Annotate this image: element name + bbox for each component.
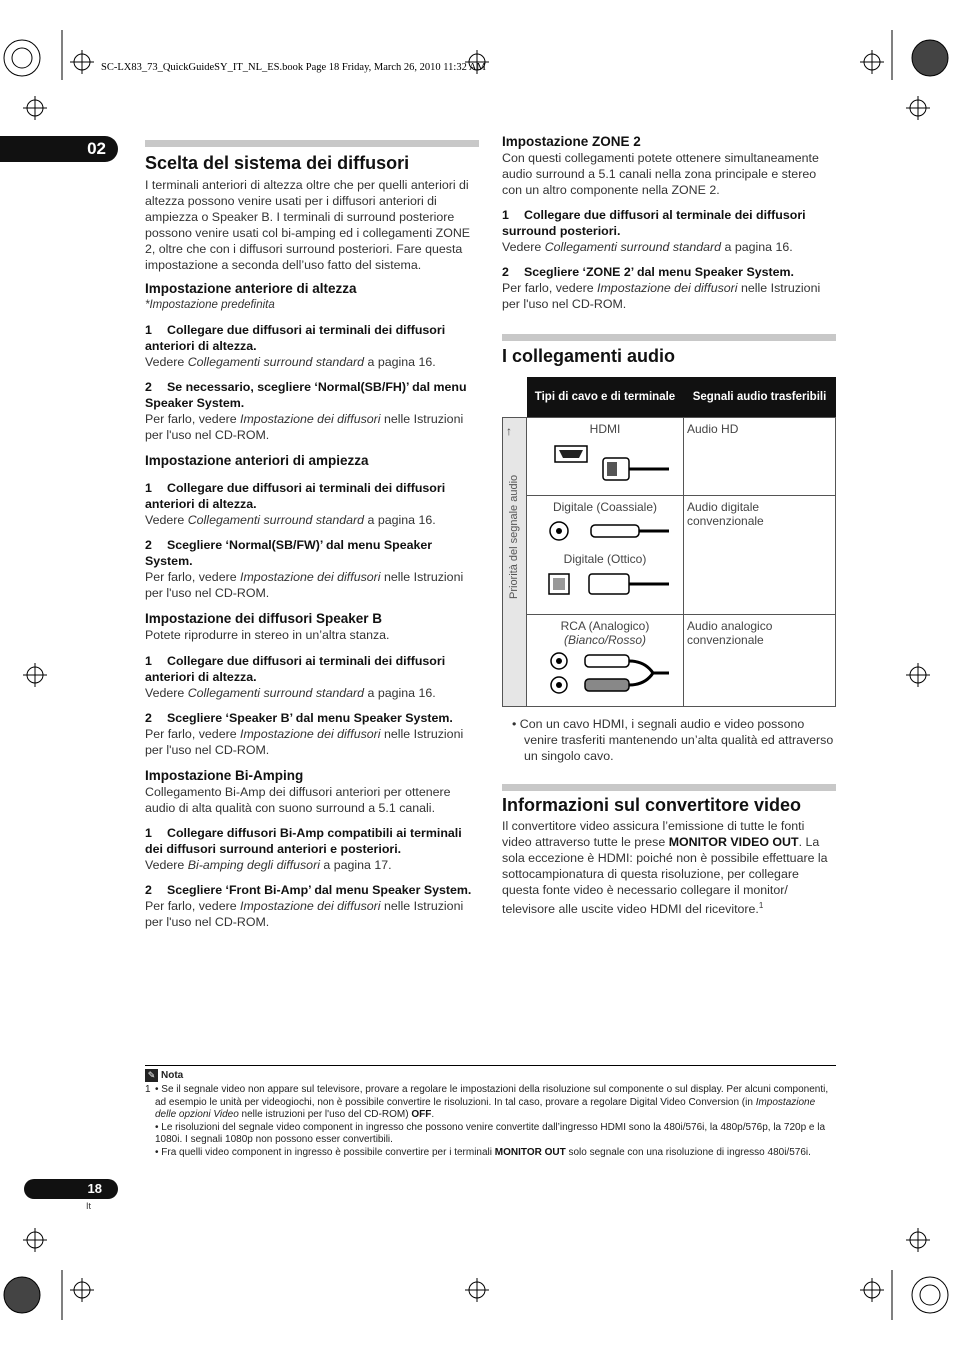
optical-cable-icon [535, 568, 675, 602]
see-reference: Per farlo, vedere Impostazione dei diffusori nelle Istruzioni per l'uso nel CD-ROM. [145, 727, 464, 757]
step-item: 1 Collegare diffusori Bi-Amp compatibili ai terminali dei diffusori surround anteriori e posteriori. [145, 826, 462, 856]
arrow-up-icon: ↑ [506, 424, 512, 438]
intro-text: Con questi collegamenti potete ottenere simultaneamente audio surround a 5.1 canali nella zona principale e stereo con un altro componente nella ZONE 2. [502, 151, 819, 197]
chapter-tab: 02 [0, 136, 118, 162]
table-cell-signal: Audio digitale convenzionale [684, 496, 836, 615]
step-item: 2 Scegliere ‘Front Bi-Amp’ dal menu Speaker System. [145, 883, 472, 897]
step-item: 2 Scegliere ‘ZONE 2’ dal menu Speaker System. [502, 265, 794, 279]
step-item: 1 Collegare due diffusori al terminale dei diffusori surround posteriori. [502, 208, 806, 238]
see-reference: Per farlo, vedere Impostazione dei diffusori nelle Istruzioni per l'uso nel CD-ROM. [145, 570, 464, 600]
intro-text: Collegamento Bi-Amp dei diffusori anteriori per ottenere audio di alta qualità con suono surround a 5.1 canali. [145, 785, 451, 815]
step-item: 2 Scegliere ‘Speaker B’ dal menu Speaker System. [145, 711, 453, 725]
note-icon: ✎ [145, 1069, 158, 1082]
subsection-heading: Impostazione anteriori di ampiezza [145, 453, 369, 468]
section-bar [502, 784, 836, 791]
subsection-heading: Impostazione anteriore di altezza [145, 281, 357, 296]
subsection-heading: Impostazione dei diffusori Speaker B [145, 611, 383, 626]
see-reference: Per farlo, vedere Impostazione dei diffusori nelle Istruzioni per l'uso nel CD-ROM. [145, 412, 464, 442]
table-cell-cable: Digitale (Coassiale) Digitale (Ottico) [527, 496, 684, 615]
coaxial-cable-icon [535, 516, 675, 546]
priority-column [503, 418, 527, 707]
audio-connections-table [502, 377, 836, 707]
bullet-item: • Con un cavo HDMI, i segnali audio e video possono venire trasferiti mantenendo un’alta qualità ed attraverso un singolo cavo. [512, 717, 834, 763]
table-cell-cable: RCA (Analogico) (Bianco/Rosso) [527, 615, 684, 707]
subsection-heading: Impostazione Bi-Amping [145, 768, 304, 783]
note-section [145, 1065, 836, 1159]
step-item: 2 Se necessario, scegliere ‘Normal(SB/FH)’ dal menu Speaker System. [145, 380, 467, 410]
step-item: 1 Collegare due diffusori ai terminali dei diffusori anteriori di altezza. [145, 481, 446, 511]
intro-text: I terminali anteriori di altezza oltre che per quelli anteriori di altezza possono venire usati per i diffusori anteriori di ampiezza o Speaker B. I terminali di surround posteriore possono venire usati col bi-amping ed i collegamenti ZONE 2, oltre che con i diffusori surround posteriori. Fare questa impostazione a seconda dell’uso fatto del sistema. [145, 178, 471, 272]
subsection-heading: Impostazione ZONE 2 [502, 134, 641, 149]
note-header [145, 1069, 836, 1082]
left-column [145, 140, 479, 930]
see-reference: Vedere Collegamenti surround standard a pagina 16. [502, 240, 793, 254]
section-title: Informazioni sul convertitore video [502, 795, 802, 815]
video-text: Il convertitore video assicura l’emissione di tutte le fonti video attraverso tutte le prese MONITOR VIDEO OUT. La sola eccezione è HDMI: poiché non è possibile effettuare la sottocampionatura di questa risoluzione, per collegare questa fonte video è necessario collegare il monitor/ televisore alle uscite video HDMI del ricevitore.$^1$ [502, 819, 828, 917]
see-reference: Vedere Collegamenti surround standard a pagina 16. [145, 686, 436, 700]
see-reference: Vedere Bi-amping degli diffusori a pagina 17. [145, 858, 392, 872]
right-column [502, 133, 836, 312]
step-item: 1 Collegare due diffusori ai terminali dei diffusori anteriori di altezza. [145, 323, 446, 353]
file-header: SC-LX83_73_QuickGuideSY_IT_NL_ES.book Page 18 Friday, March 26, 2010 11:32 AM [101, 62, 486, 73]
table-header-cable: Tipi di cavo e di terminale [527, 377, 684, 418]
step-item: 1 Collegare due diffusori ai terminali dei diffusori anteriori di altezza. [145, 654, 446, 684]
section-title: Scelta del sistema dei diffusori [145, 153, 410, 173]
see-reference: Vedere Collegamenti surround standard a pagina 16. [145, 513, 436, 527]
table-header-signal: Segnali audio trasferibili [684, 377, 836, 418]
see-reference: Per farlo, vedere Impostazione dei diffusori nelle Istruzioni per l'uso nel CD-ROM. [145, 899, 464, 929]
priority-label: Priorità del segnale audio [508, 474, 520, 599]
table-cell-signal: Audio HD [684, 418, 836, 496]
rca-cable-icon [535, 649, 675, 699]
page-number: 18 [24, 1179, 118, 1199]
section-bar [502, 334, 836, 341]
see-reference: Per farlo, vedere Impostazione dei diffusori nelle Istruzioni per l'uso nel CD-ROM. [502, 281, 821, 311]
note-label: Nota [161, 1070, 184, 1081]
see-reference: Vedere Collegamenti surround standard a pagina 16. [145, 355, 436, 369]
footnote: 1 • Se il segnale video non appare sul televisore, provare a regolare le impostazioni della risoluzione sul componente o sul display. Per alcuni componenti, ad esempio le unità per videogiochi, non è possibile convertire le risoluzioni. In tal caso, provare a regolare Digital Video Conversion (in Impostazione delle opzioni Video nelle istruzioni per l'uso del CD-ROM) OFF. • Le risoluzioni del segnale video component in ingresso che possono venire convertite dall’ingresso HDMI sono la 480i/576i, la 480p/576p, la 720p e la 1080i. I segnali 1080p non possono esser convertibili. • Fra quelli video component in ingresso è possibile convertire per i terminali MONITOR OUT solo segnale con una risoluzione di ingresso 480i/576i. [145, 1084, 829, 1158]
default-note: *Impostazione predefinita [145, 299, 275, 311]
hdmi-cable-icon [535, 438, 675, 488]
section-bar [145, 140, 479, 147]
page-language: It [86, 1201, 92, 1211]
section-title: I collegamenti audio [502, 346, 676, 366]
step-item: 2 Scegliere ‘Normal(SB/FW)’ dal menu Speaker System. [145, 538, 433, 568]
table-corner [503, 377, 527, 418]
table-cell-signal: Audio analogico convenzionale [684, 615, 836, 707]
intro-text: Potete riprodurre in stereo in un’altra stanza. [145, 628, 390, 642]
table-cell-cable: HDMI [527, 418, 684, 496]
